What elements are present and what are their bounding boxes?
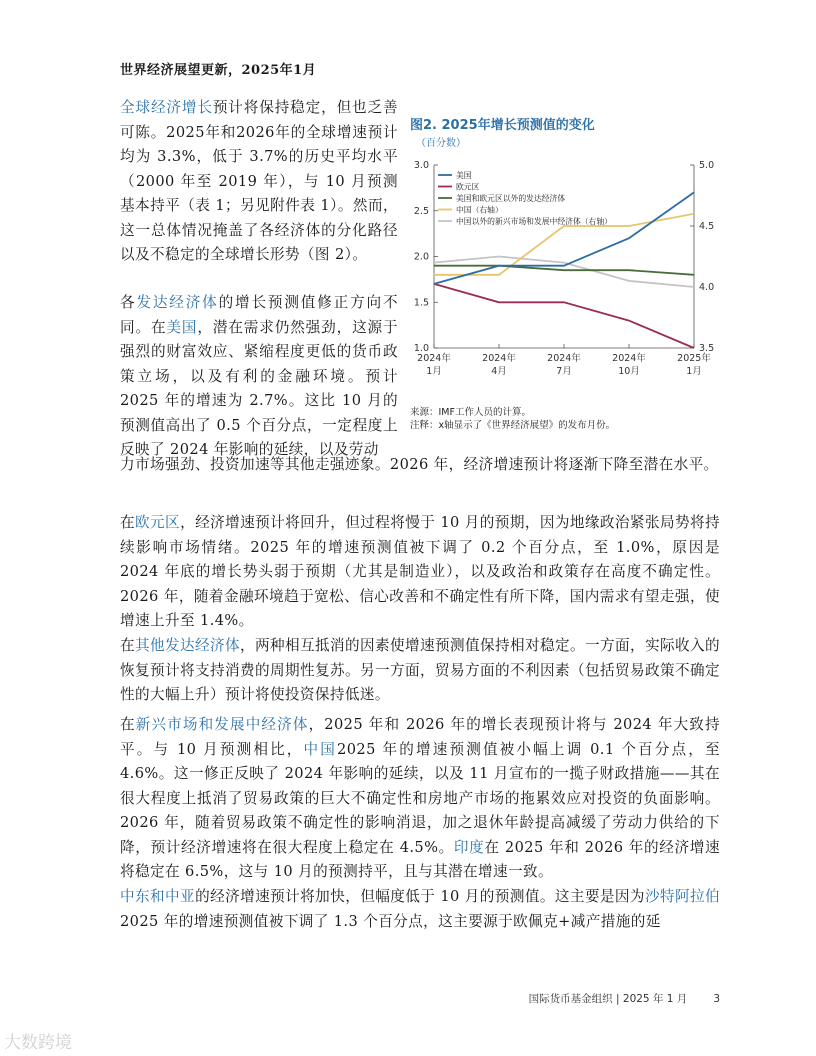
paragraph-text: 在 [120,716,136,733]
highlight-other-advanced: 其他发达经济体 [135,637,240,654]
footer-org: 国际货币基金组织 | 2025 年 1 月 [528,993,688,1005]
legend-label: 美国 [456,171,472,180]
paragraph-text: 在 [120,514,136,531]
paragraph-text: 在 [120,637,135,654]
paragraph-text: 的经济增速预计将加快，但幅度低于 10 月的预测值。这主要是因为 [195,888,645,905]
figure-title: 图2. 2025年增长预测值的变化 [410,118,595,133]
left-tick-label: 3.0 [413,160,429,171]
highlight-india: 印度 [453,838,485,856]
paragraph-emerging-markets [120,713,720,885]
figure-source: 来源：IMF工作人员的计算。 [410,407,531,418]
x-tick-label-month: 4月 [491,366,507,377]
paragraph-text: ，2025 年和 2026 年的增长表现预计将与 2024 年大致持平。与 10 月预测相比， [120,716,721,758]
highlight-global-growth: 全球经济增长 [120,99,213,116]
right-tick-label: 5.0 [699,160,715,171]
legend-label: 中国以外的新兴市场和发展中经济体（右轴） [456,217,612,226]
paragraph-global-growth [120,96,398,268]
paragraph-other-advanced [120,634,720,708]
right-tick-label: 4.5 [699,221,715,232]
highlight-emde: 新兴市场和发展中经济体 [135,716,309,733]
left-tick-label: 2.5 [413,205,429,217]
legend-label: 欧元区 [456,182,480,192]
paragraph-text: ，经济增速预计将回升，但过程将慢于 10 月的预期，因为地缘政治紧张局势将持续影响市场情绪。2025 年的增速预测值被下调了 0.2 个百分点，至 1.0%，原因是 2024 年底的增长势头弱于预期（尤其是制造业），以及政治和政策存在高度不确定性。2026 年，随着金融环境趋于宽松、信心改善和不确定性有所下降，国内需求有望走强，使增速上升至 1.4%。 [120,514,720,629]
page-number: 3 [713,993,720,1005]
paragraph-middle-east [120,885,720,934]
x-tick-label-year: 2024年 [547,353,581,364]
legend-label: 中国（右轴） [456,205,503,215]
paragraph-text: 预计将保持稳定，但也乏善可陈。2025年和2026年的全球增速预计均为 3.3%，低于 3.7%的历史平均水平（2000 年至 2019 年），与 10 月预测基本持平（表 1；另见附件表 1）。然而，这一总体情况掩盖了各经济体的分化路径以及不稳定的全球增长形势（图 2）。 [120,99,398,263]
figure-unit: （百分数） [416,138,466,149]
paragraph-text: 在 2025 年和 2026 年的经济增速将稳定在 6.5%，这与 10 月的预测持平，且与其潜在增速一致。 [120,838,720,880]
paragraph-text: 力市场强劲、投资加速等其他走强迹象。2026 年，经济增速预计将逐渐下降至潜在水平。 [120,456,719,473]
highlight-saudi-arabia: 沙特阿拉伯 [644,888,720,905]
x-tick-label-year: 2025年 [677,353,711,364]
left-tick-label: 2.0 [413,251,429,263]
figure-notes [410,406,615,432]
x-tick-label-month: 10月 [618,366,640,377]
growth-forecast-chart [408,114,724,404]
legend-label: 美国和欧元区以外的发达经济体 [456,194,566,203]
highlight-euro-area: 欧元区 [135,514,181,531]
watermark: 大数跨境 [4,1033,72,1053]
paragraph-advanced-economies-cont [120,453,720,478]
paragraph-euro-area [120,511,720,634]
x-tick-label-year: 2024年 [417,353,451,364]
paragraph-text: ，两种相互抵消的因素使增速预测值保持相对稳定。一方面，实际收入的恢复预计将支持消费的周期性复苏。另一方面，贸易方面的不利因素（包括贸易政策不确定性的大幅上升）预计将使投资保持低迷。 [120,637,720,703]
paragraph-text: 的增长预测值修正方向不同。在 [120,294,398,336]
series-line-2 [434,284,694,348]
highlight-advanced-economies: 发达经济体 [136,294,219,311]
paragraph-text: 各 [120,294,137,311]
paragraph-text: 2025 年的增速预测值被小幅上调 0.1 个百分点，至 4.6%。这一修正反映了 2024 年影响的延续，以及 11 月宣布的一揽子财政措施——其在很大程度上抵消了贸易政策的巨大不确定性和房地产市场的拖累效应对投资的负面影响。2026 年，随着贸易政策不确定性的影响消退，加之退休年龄提高减缓了劳动力供给的下降，预计经济增速将在很大程度上稳定在 4.5%。 [120,740,720,856]
left-tick-label: 1.0 [413,343,429,354]
highlight-usa: 美国 [166,318,198,336]
page-footer [529,991,720,1006]
figure-2 [408,114,724,444]
left-tick-label: 1.5 [413,297,429,309]
x-tick-label-month: 7月 [556,366,572,377]
right-tick-label: 3.5 [699,343,715,354]
x-tick-label-month: 1月 [686,366,702,377]
x-tick-label-month: 1月 [426,366,442,377]
paragraph-text: ，潜在需求仍然强劲，这源于强烈的财富效应、紧缩程度更低的货币政策立场，以及有利的金融环境。预计 2025 年的增速为 2.7%。这比 10 月的预测值高出了 0.5 个百分点，一定程度上反映了 2024 年影响的延续，以及劳动 [120,318,399,458]
paragraph-text: 2025 年的增速预测值被下调了 1.3 个百分点，这主要源于欧佩克+减产措施的延 [120,912,661,930]
figure-note: 注释：x轴显示了《世界经济展望》的发布月份。 [410,420,616,431]
running-header: 世界经济展望更新，2025年1月 [120,63,317,78]
highlight-china: 中国 [303,740,338,758]
paragraph-advanced-economies [120,291,398,463]
x-tick-label-year: 2024年 [612,353,646,364]
right-tick-label: 4.0 [699,282,715,293]
x-tick-label-year: 2024年 [482,353,516,364]
highlight-middle-east: 中东和中亚 [120,888,196,905]
